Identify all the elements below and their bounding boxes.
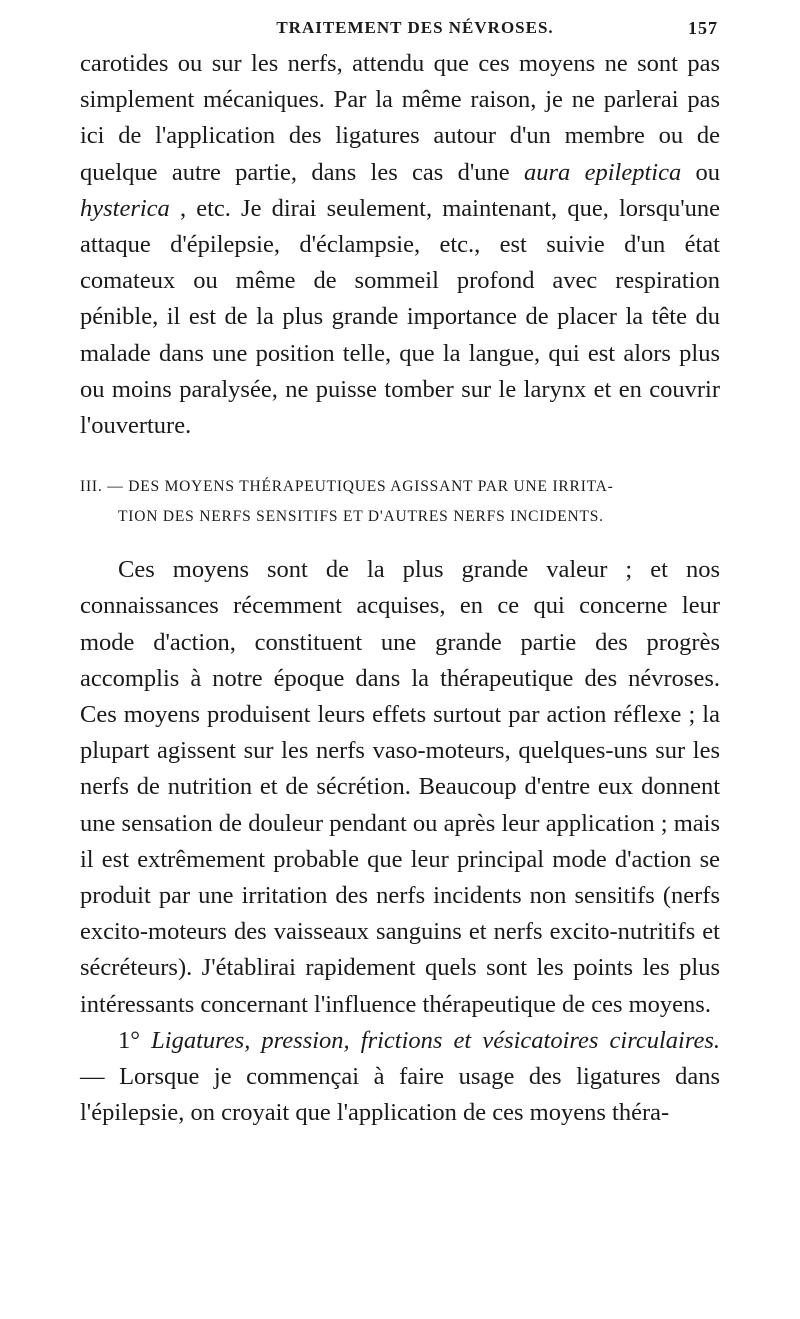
paragraph-1-text-a: carotides ou sur les nerfs, attendu que ces moyens ne sont pas simplement mécaniques. Par la même raison, je ne parlerai pas ici de l'application des ligatures autour d'un membre ou de quelque autre partie, dans les cas d'une	[80, 50, 720, 186]
running-title: TRAITEMENT DES NÉVROSES.	[276, 18, 554, 37]
paragraph-1-text-b: ou	[681, 158, 721, 186]
page-number: 157	[688, 18, 718, 38]
list-number: 1°	[118, 1026, 141, 1054]
paragraph-1-text-c: , etc. Je dirai seulement, maintenant, que, lorsqu'une attaque d'épilepsie, d'éclampsie, etc., est suivie d'un état comateux ou même de sommeil profond avec respiration pénible, il est de la plus grande importance de placer la tête du malade dans une position telle, que la langue, qui est alors plus ou moins paralysée, ne puisse tomber sur le larynx et en couvrir l'ouverture.	[80, 194, 720, 440]
running-head	[80, 18, 720, 46]
section-heading-line-2: TION DES NERFS SENSITIFS ET D'AUTRES NERFS INCIDENTS.	[118, 508, 604, 526]
ligatures-subheading: Ligatures, pression, frictions et vésicatoires circulaires.	[151, 1026, 720, 1054]
aura-epileptica-term: aura epileptica	[524, 158, 682, 186]
paragraph-continuation	[80, 46, 720, 444]
hysterica-term: hysterica	[80, 194, 170, 222]
paragraph-moyens: Ces moyens sont de la plus grande valeur ; et nos connaissances récemment acquises, en ce qui concerne leur mode d'action, constituent une grande partie des progrès accomplis à notre époque dans la thérapeutique des névroses. Ces moyens produisent leurs effets surtout par action réflexe ; la plupart agissent sur les nerfs vaso-moteurs, quelques-uns sur les nerfs de nutrition et de sécrétion. Beaucoup d'entre eux donnent une sensation de douleur pendant ou après leur application ; mais il est extrêmement probable que leur principal mode d'action se produit par une irritation des nerfs incidents non sensitifs (nerfs excito-moteurs des vaisseaux sanguins et nerfs excito-nutritifs et sécréteurs). J'établirai rapidement quels sont les points les plus intéressants concernant l'influence thérapeutique de ces moyens.	[80, 556, 720, 1018]
paragraph-ligatures	[80, 1023, 720, 1132]
section-heading-line-1: III. — DES MOYENS THÉRAPEUTIQUES AGISSANT PAR UNE IRRITA-	[80, 478, 614, 496]
section-heading-iii	[80, 472, 720, 532]
paragraph-ligatures-text: — Lorsque je commençai à faire usage des ligatures dans l'épilepsie, on croyait que l'application de ces moyens théra-	[80, 1063, 720, 1127]
book-page	[80, 18, 720, 1131]
